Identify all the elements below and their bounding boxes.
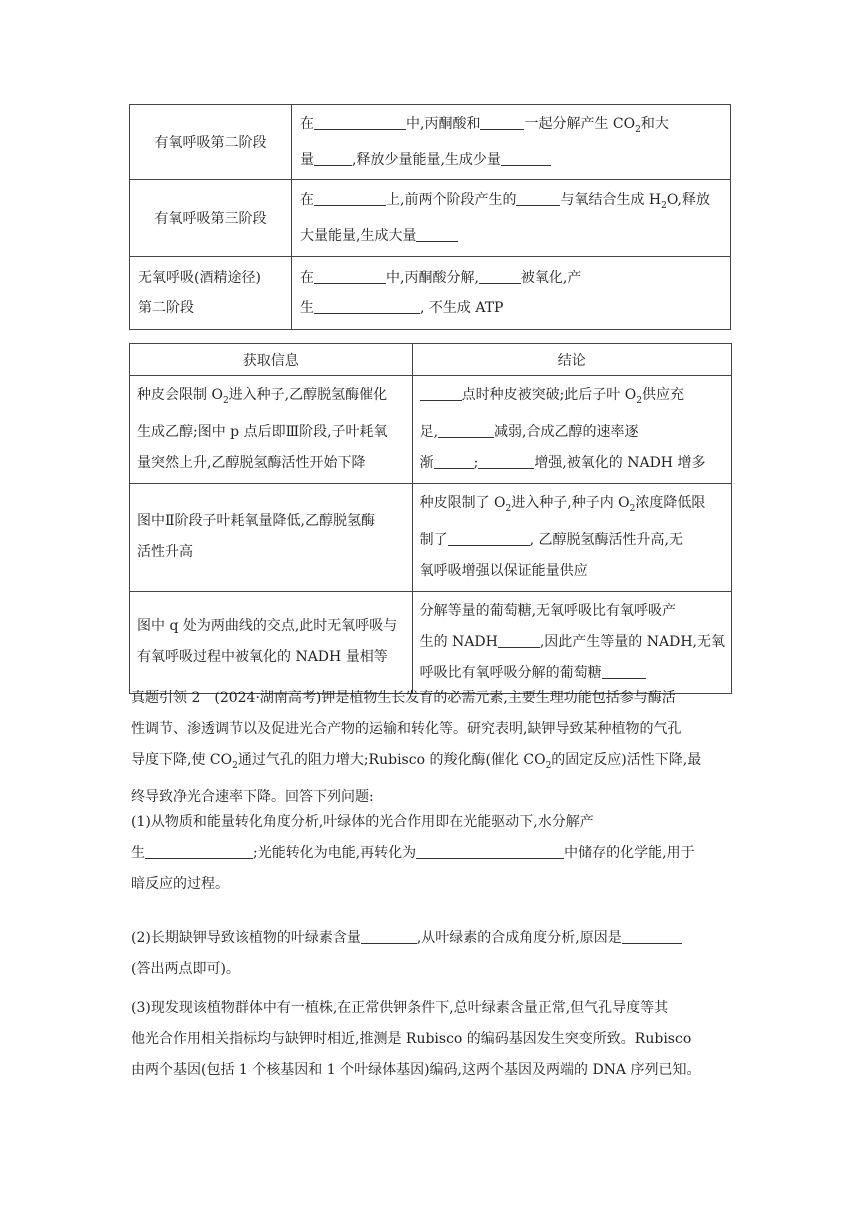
text: ,因此产生等量的 NADH,无氧 <box>539 633 725 650</box>
table-row <box>130 483 732 591</box>
text: 中,丙酮酸分解, <box>386 269 479 286</box>
stage-cell <box>130 256 292 329</box>
fill-blank[interactable] <box>314 297 420 314</box>
text: 一起分解产生 CO <box>524 116 636 132</box>
text: ,从叶绿素的合成角度分析,原因是 <box>416 930 622 946</box>
stage-description <box>292 179 731 256</box>
text: , 不生成 ATP <box>420 299 504 316</box>
stage-cell: 有氧呼吸第二阶段 <box>130 105 292 180</box>
text: 图中 q 处为两曲线的交点,此时无氧呼吸与 <box>137 618 398 635</box>
text: 生成乙醇;图中 p 点后即Ⅲ阶段,子叶耗氧 <box>137 423 388 440</box>
text: ,释放少量能量,生成少量 <box>352 151 501 168</box>
text: 在 <box>300 269 314 286</box>
subscript: 2 <box>222 395 229 406</box>
text: ; <box>473 454 479 471</box>
subscript: 2 <box>232 760 238 771</box>
text: 中,丙酮酸和 <box>406 116 481 132</box>
text: (答出两点即可)。 <box>131 961 240 977</box>
text: 导度下降,使 CO <box>131 752 233 768</box>
fill-blank[interactable] <box>448 529 530 546</box>
text: 量突然上升,乙醇脱氢酶活性开始下降 <box>137 454 366 471</box>
stage-label: 第二阶段 <box>138 299 194 316</box>
text: 种皮会限制 O <box>137 387 223 403</box>
fill-blank[interactable] <box>416 225 458 242</box>
text: 渐 <box>419 454 434 471</box>
fill-blank[interactable] <box>420 384 462 401</box>
respiration-stage-table <box>129 104 731 330</box>
info-cell <box>130 376 413 484</box>
table-row <box>130 591 732 693</box>
text: 氧呼吸增强以保证能量供应 <box>419 562 588 579</box>
table-row <box>130 105 731 180</box>
fill-blank[interactable] <box>480 113 524 130</box>
text: 足, <box>419 423 439 440</box>
subscript: 2 <box>545 760 552 771</box>
text: 点时种皮被突破;此后子叶 O <box>461 387 637 403</box>
table-row <box>130 179 731 256</box>
fill-blank[interactable] <box>622 927 682 944</box>
text: 生 <box>300 299 314 316</box>
text: 浓度降低限 <box>635 494 706 511</box>
text: 活性升高 <box>137 544 193 561</box>
text: 上,前两个阶段产生的 <box>386 191 517 208</box>
info-conclusion-table <box>129 343 732 694</box>
question-intro <box>131 683 731 813</box>
fill-blank[interactable] <box>145 842 253 859</box>
text: 在 <box>300 191 314 208</box>
text: (2)长期缺钾导致该植物的叶绿素含量 <box>131 930 361 946</box>
text: 被氧化,产 <box>520 269 582 286</box>
subscript: 2 <box>505 503 512 514</box>
fill-blank[interactable] <box>516 189 560 206</box>
text: 和大 <box>640 116 669 132</box>
text: 通过气孔的阻力增大;Rubisco 的羧化酶(催化 CO <box>237 752 546 768</box>
fill-blank[interactable] <box>501 149 551 166</box>
table-header-row <box>130 344 732 376</box>
text: 增强,被氧化的 NADH 增多 <box>534 454 706 471</box>
text: 有氧呼吸过程中被氧化的 NADH 量相等 <box>137 649 388 666</box>
text: 中储存的化学能,用于 <box>564 845 695 861</box>
text: 真题引领 2 (2024·湖南高考)钾是植物生长发育的必需元素,主要生理功能包括参与酶活 <box>131 690 676 706</box>
text: O,释放 <box>666 191 710 208</box>
question-2 <box>131 923 731 985</box>
text: 与氧结合生成 H <box>560 191 662 208</box>
fill-blank[interactable] <box>438 421 494 438</box>
text: , 乙醇脱氢酶活性升高,无 <box>529 531 683 548</box>
text: (3)现发现该植物群体中有一植株,在正常供钾条件下,总叶绿素含量正常,但气孔导度等其 <box>131 1000 669 1016</box>
table-row <box>130 256 731 329</box>
conclusion-cell <box>412 591 731 693</box>
text: 的固定反应)活性下降,最 <box>551 752 702 768</box>
text: 进入种子,种子内 O <box>511 494 630 511</box>
text: 在 <box>300 116 314 132</box>
stage-description <box>292 105 731 180</box>
subscript: 2 <box>661 200 667 211</box>
text: 制了 <box>419 531 448 548</box>
fill-blank[interactable] <box>416 842 564 859</box>
conclusion-cell <box>412 376 731 484</box>
question-1 <box>131 807 731 900</box>
text: 图中Ⅱ阶段子叶耗氧量降低,乙醇脱氢酶 <box>137 513 375 530</box>
text: 生 <box>131 845 145 861</box>
fill-blank[interactable] <box>361 927 417 944</box>
fill-blank[interactable] <box>602 662 646 679</box>
text: 减弱,合成乙醇的速率逐 <box>494 423 639 440</box>
text: 量 <box>300 151 314 168</box>
text: 种皮限制了 O <box>419 494 506 511</box>
subscript: 2 <box>635 124 641 135</box>
text: 暗反应的过程。 <box>131 876 229 892</box>
text: 终导致净光合速率下降。回答下列问题: <box>131 788 374 805</box>
fill-blank[interactable] <box>314 149 352 166</box>
fill-blank[interactable] <box>479 267 521 284</box>
text: 他光合作用相关指标均与缺钾时相近,推测是 Rubisco 的编码基因发生突变所致。Rubisco <box>131 1031 692 1047</box>
question-3 <box>131 993 731 1086</box>
subscript: 2 <box>629 503 636 514</box>
text: 供应充 <box>641 387 684 403</box>
info-cell <box>130 591 413 693</box>
stage-label: 无氧呼吸(酒精途径) <box>138 269 261 286</box>
column-header: 结论 <box>412 344 731 376</box>
subscript: 2 <box>636 395 642 406</box>
fill-blank[interactable] <box>478 452 534 469</box>
text: 大量能量,生成大量 <box>300 227 417 244</box>
text: 呼吸比有氧呼吸分解的葡萄糖 <box>419 664 602 681</box>
fill-blank[interactable] <box>498 631 540 648</box>
fill-blank[interactable] <box>314 113 406 130</box>
text: 性调节、渗透调节以及促进光合产物的运输和转化等。研究表明,缺钾导致某种植物的气孔 <box>131 721 682 737</box>
column-header: 获取信息 <box>130 344 413 376</box>
text: 由两个基因(包括 1 个核基因和 1 个叶绿体基因)编码,这两个基因及两端的 DNA 序列已知。 <box>131 1062 701 1078</box>
text: 分解等量的葡萄糖,无氧呼吸比有氧呼吸产 <box>419 602 677 619</box>
conclusion-cell <box>412 483 731 591</box>
text: 进入种子,乙醇脱氢酶催化 <box>228 387 388 403</box>
table-row <box>130 376 732 484</box>
fill-blank[interactable] <box>314 189 386 206</box>
stage-cell: 有氧呼吸第三阶段 <box>130 179 292 256</box>
text: 生的 NADH <box>419 633 498 650</box>
info-cell <box>130 483 413 591</box>
stage-description <box>292 256 731 329</box>
text: ;光能转化为电能,再转化为 <box>253 845 417 861</box>
fill-blank[interactable] <box>434 452 474 469</box>
fill-blank[interactable] <box>314 267 386 284</box>
text: (1)从物质和能量转化角度分析,叶绿体的光合作用即在光能驱动下,水分解产 <box>131 814 594 830</box>
